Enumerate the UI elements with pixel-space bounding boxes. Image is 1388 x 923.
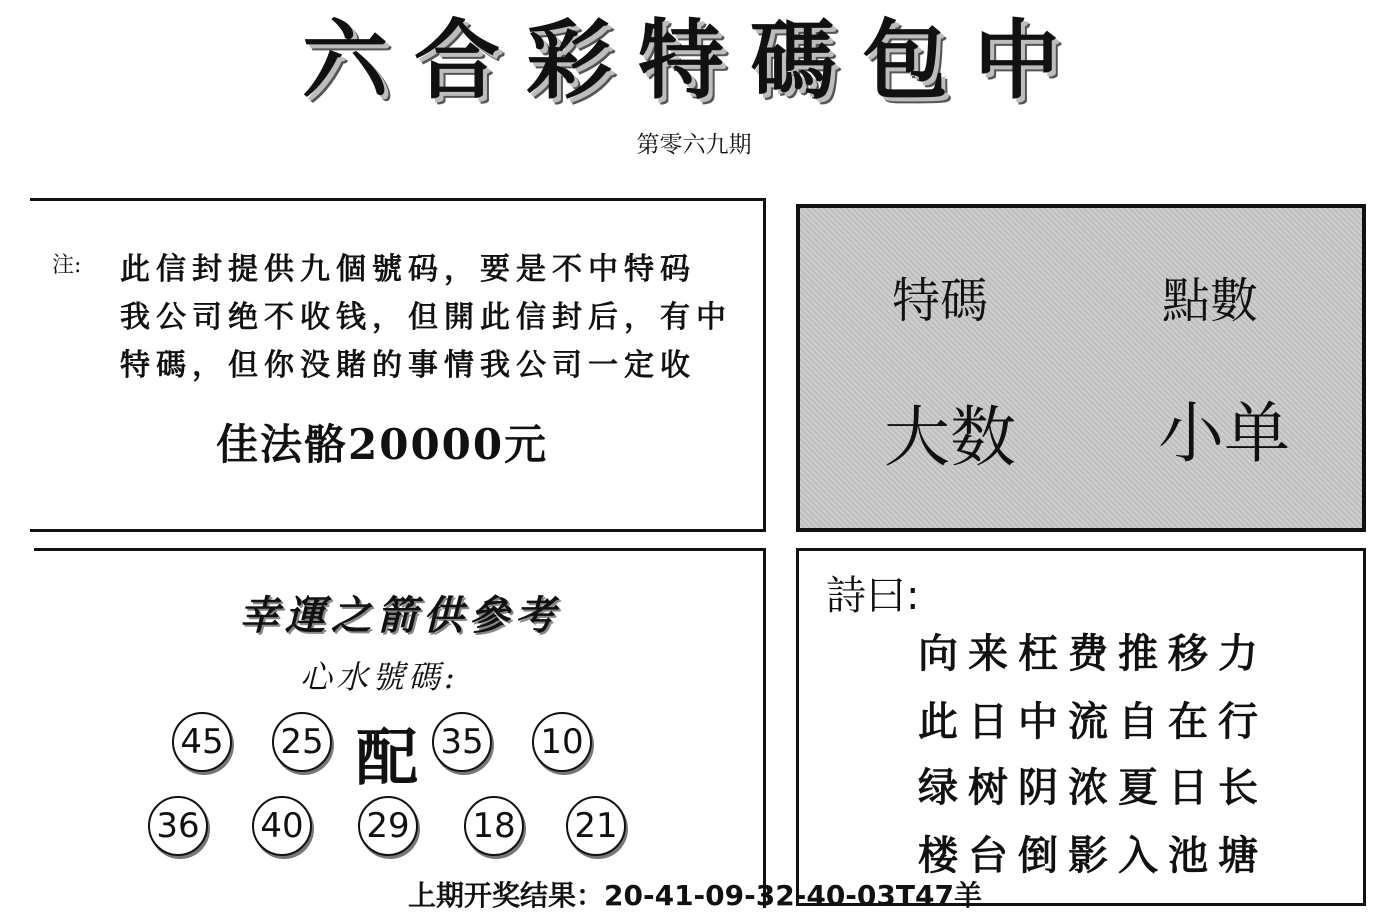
note-line-1: 此信封提供九個號码，要是不中特码: [120, 252, 696, 287]
special-code-value: 大数: [884, 399, 1016, 476]
note-line-3: 特碼，但你没賭的事情我公司一定收: [120, 348, 696, 383]
special-code-label: 特碼: [892, 273, 989, 329]
connector-text: 配: [356, 721, 419, 794]
lucky-number-ball: 18: [464, 796, 524, 856]
poem-label: 詩曰:: [826, 573, 920, 619]
lucky-number-ball: 35: [432, 712, 492, 772]
poem-line-3: 绿树阴浓夏日长: [918, 764, 1268, 811]
lucky-number-ball: 10: [532, 712, 592, 772]
lucky-subtitle: 心水號碼:: [300, 658, 459, 696]
points-label: 點數: [1162, 273, 1259, 329]
poem-line-1: 向来枉费推移力: [918, 630, 1268, 677]
note-line-2: 我公司绝不收钱，但開此信封后，有中: [120, 300, 732, 335]
special-box: [796, 204, 1366, 532]
poem-line-2: 此日中流自在行: [918, 698, 1268, 745]
lucky-title: 幸運之箭供參考: [239, 592, 561, 639]
points-value: 小单: [1158, 395, 1290, 472]
lucky-number-ball: 25: [272, 712, 332, 772]
page-title: 六合彩特碼包中: [302, 10, 1086, 111]
poem-line-4: 楼台倒影入池塘: [918, 832, 1268, 879]
lucky-number-ball: 45: [172, 712, 232, 772]
lucky-number-ball: 36: [148, 796, 208, 856]
last-draw-result: 上期开奖结果：20-41-09-32-40-03T47羊: [408, 879, 982, 912]
lucky-number-ball: 29: [358, 796, 418, 856]
issue-number: 第零六九期: [636, 132, 752, 158]
note-label: 注:: [52, 253, 82, 278]
lucky-number-ball: 40: [252, 796, 312, 856]
lucky-number-ball: 21: [566, 796, 626, 856]
prize-amount: 佳法骼20000元: [216, 420, 549, 469]
